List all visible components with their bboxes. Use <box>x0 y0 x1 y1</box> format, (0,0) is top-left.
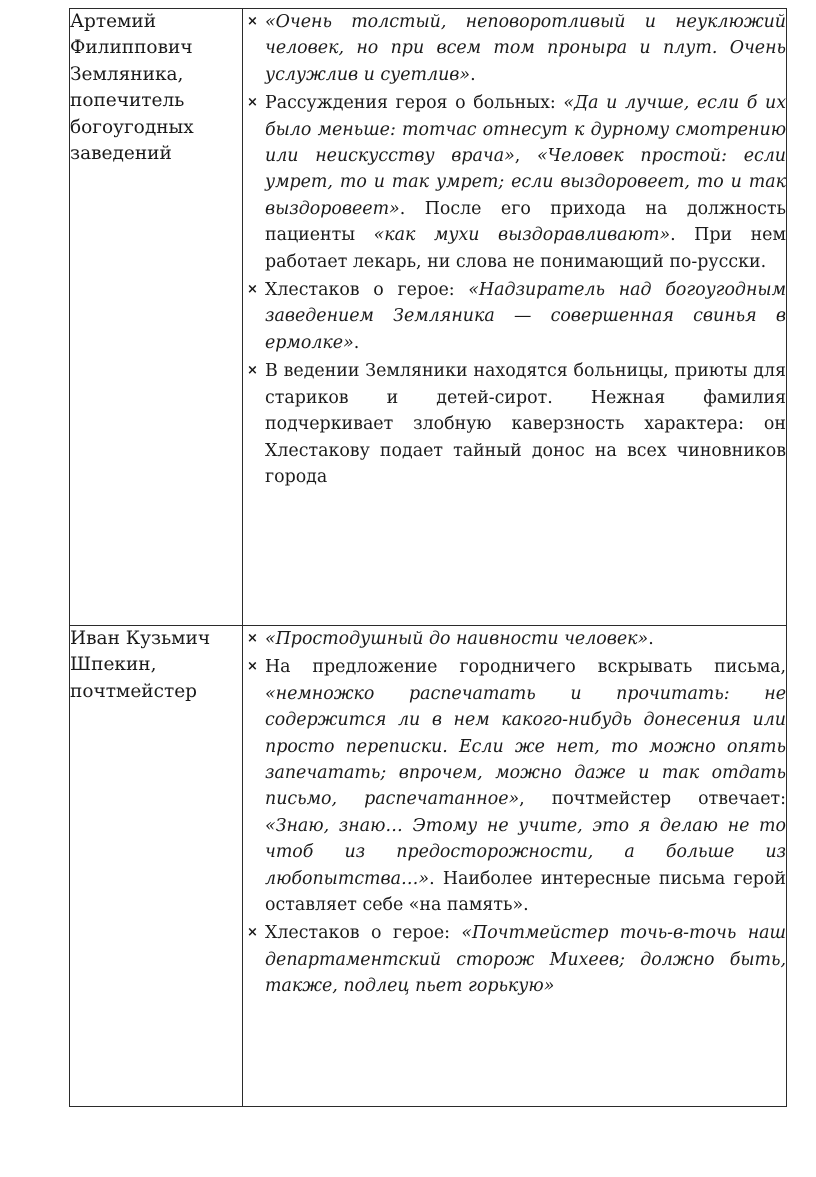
list-item <box>243 920 786 999</box>
bullet-cross-icon: × <box>247 14 258 29</box>
character-name-cell <box>70 9 243 626</box>
bullet-cross-icon: × <box>247 282 258 298</box>
character-name-cell <box>70 626 243 1107</box>
quote-text: «Человек простой: если умрет, то и так умрет; если выздоровеет, то и так выздоровеет» <box>265 146 786 219</box>
bullet-cross-icon: × <box>247 363 258 379</box>
list-item <box>243 277 786 356</box>
bullet-cross-icon: × <box>247 95 258 111</box>
bullet-cross-icon: × <box>247 925 258 941</box>
bullet-list <box>243 626 786 1000</box>
body-text: Рассуждения героя о больных: <box>265 93 564 114</box>
character-description-cell <box>243 9 787 626</box>
quote-text: «Знаю, знаю… Этому не учите, это я делаю не то чтоб из предосторожности, а больше из любопытства…» <box>265 815 786 889</box>
body-text: . Наиболее интересные письма герой оставляет себе «на память». <box>265 868 786 916</box>
bullet-cross-icon: × <box>247 631 258 646</box>
list-item <box>243 654 786 918</box>
body-text: , почтмейстер отвечает: <box>519 789 786 810</box>
body-text: Хлестаков о герое: <box>265 923 462 944</box>
body-text: . После его прихода на должность пациенты <box>265 198 786 246</box>
body-text: . <box>470 64 476 85</box>
character-name: Иван Кузьмич Шпекин, почтмейстер <box>70 628 211 702</box>
body-text: . <box>353 332 360 353</box>
body-text: , <box>514 146 537 167</box>
body-text: . <box>648 629 654 649</box>
character-name: Артемий Филиппович Земляника, попечитель богоугодных заведений <box>70 11 194 165</box>
list-item <box>243 626 786 652</box>
quote-text: «Простодушный до наивности человек» <box>265 629 649 649</box>
bullet-cross-icon: × <box>247 659 258 675</box>
quote-text: «Надзиратель над богоугодным заведением Земляника — совершенная свинья в ермолке» <box>265 280 786 353</box>
list-item <box>243 90 786 275</box>
list-item <box>243 9 786 88</box>
character-description-cell <box>243 626 787 1107</box>
characters-table <box>69 8 787 1107</box>
body-text: На предложение городничего вскрывать письма, <box>265 657 786 678</box>
quote-text: «как мухи выздоравливают» <box>373 225 671 246</box>
quote-text: «Да и лучше, если б их было меньше: тотчас отнесут к дурному смотрению или неискусству врача» <box>265 93 787 167</box>
body-text: . При нем работает лекарь, ни слова не понимающий по-русски. <box>265 225 786 272</box>
quote-text: «Почтмейстер точь-в-точь наш департаментский сторож Михеев; должно быть, также, подлец пьет горькую» <box>265 923 786 997</box>
quote-text: «немножко распечатать и прочитать: не содержится ли в нем какого-нибудь донесения или просто переписки. Если же нет, то можно опять запечатать; впрочем, можно даже и так отдать письмо, распечатанное» <box>265 683 786 810</box>
table-row <box>70 626 787 1107</box>
list-item <box>243 358 786 490</box>
body-text: В ведении Земляники находятся больницы, приюты для стариков и детей-сирот. Нежная фамилия подчеркивает злобную каверзность характера: он Хлестакову подает тайный донос на всех чиновников города <box>265 361 786 487</box>
bullet-list <box>243 9 786 490</box>
quote-text: «Очень толстый, неповоротливый и неуклюжий человек, но при всем том проныра и плут. Очень услужлив и суетлив» <box>265 12 786 85</box>
body-text: Хлестаков о герое: <box>265 280 469 301</box>
table-row <box>70 9 787 626</box>
